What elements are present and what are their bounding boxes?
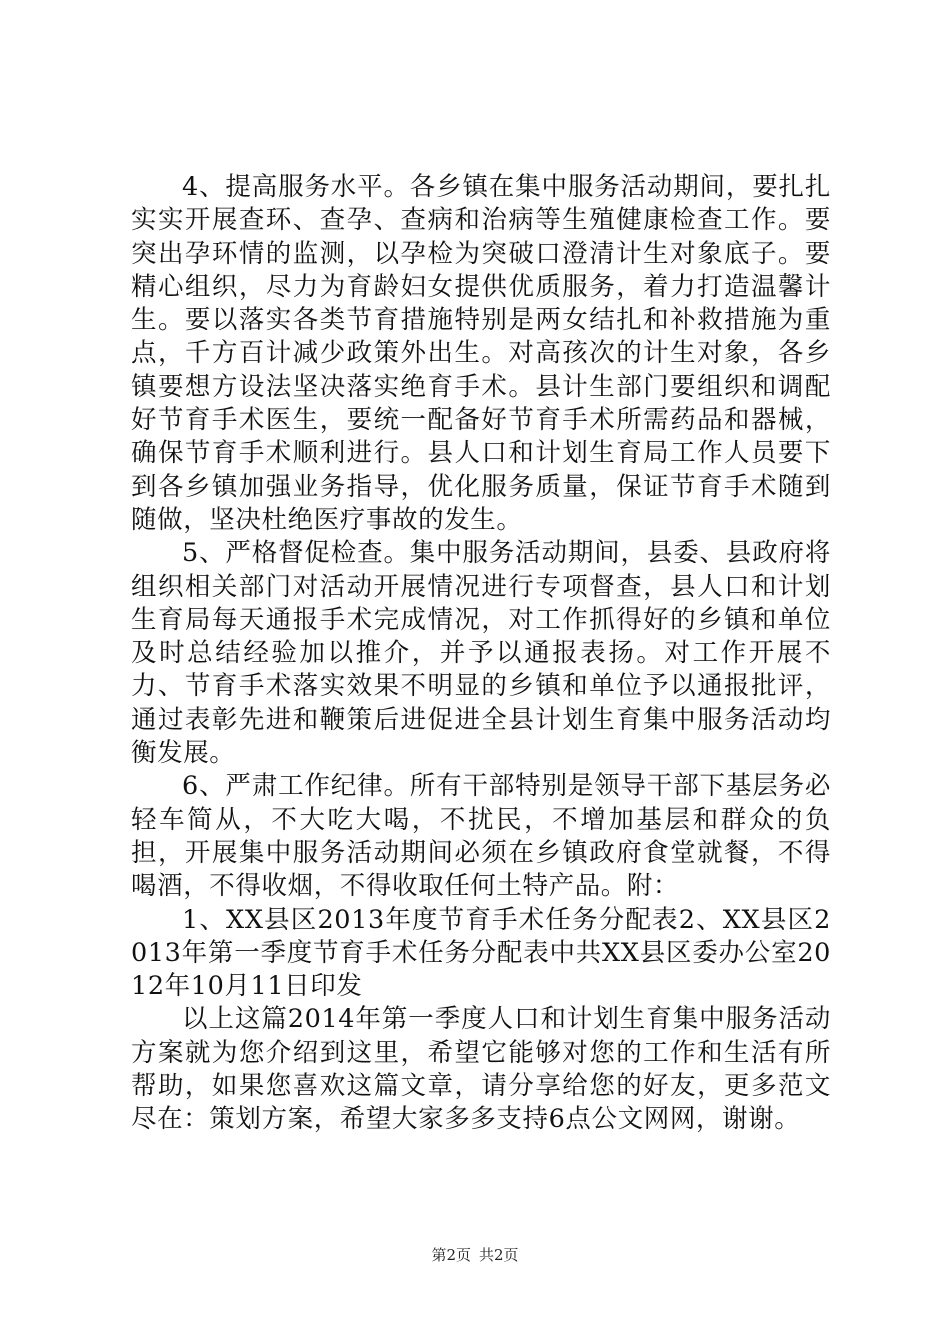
paragraph-closing: 以上这篇2014年第一季度人口和计划生育集中服务活动方案就为您介绍到这里，希望它能够对您的工作和生活有所帮助，如果您喜欢这篇文章，请分享给您的好友，更多范文尽在：策划方案，希望大家多多支持6点公文网网，谢谢。 [131,1004,831,1135]
document-body [131,171,831,1137]
paragraph-service-level: 4、提高服务水平。各乡镇在集中服务活动期间，要扎扎实实开展查环、查孕、查病和治病等生殖健康检查工作。要突出孕环情的监测，以孕检为突破口澄清计生对象底子。要精心组织，尽力为育龄妇女提供优质服务，着力打造温馨计生。要以落实各类节育措施特别是两女结扎和补救措施为重点，千方百计减少政策外出生。对高孩次的计生对象，各乡镇要想方设法坚决落实绝育手术。县计生部门要组织和调配好节育手术医生，要统一配备好节育手术所需药品和器械，确保节育手术顺利进行。县人口和计划生育局工作人员要下到各乡镇加强业务指导，优化服务质量，保证节育手术随到随做，坚决杜绝医疗事故的发生。 [131,172,831,535]
page-number: 第2页 [431,1246,471,1264]
page-footer [0,1245,950,1265]
paragraph-attachments: 1、XX县区2013年度节育手术任务分配表2、XX县区2013年第一季度节育手术任务分配表中共XX县区委办公室2012年10月11日印发 [131,904,831,1002]
paragraph-discipline: 6、严肃工作纪律。所有干部特别是领导干部下基层务必轻车简从，不大吃大喝，不扰民，不增加基层和群众的负担，开展集中服务活动期间必须在乡镇政府食堂就餐，不得喝酒，不得收烟，不得收取任何土特产品。附： [131,771,831,902]
page-total: 共2页 [479,1246,519,1264]
paragraph-supervision: 5、严格督促检查。集中服务活动期间，县委、县政府将组织相关部门对活动开展情况进行专项督查，县人口和计划生育局每天通报手术完成情况，对工作抓得好的乡镇和单位及时总结经验加以推介，并予以通报表扬。对工作开展不力、节育手术落实效果不明显的乡镇和单位予以通报批评，通过表彰先进和鞭策后进促进全县计划生育集中服务活动均衡发展。 [131,538,831,769]
